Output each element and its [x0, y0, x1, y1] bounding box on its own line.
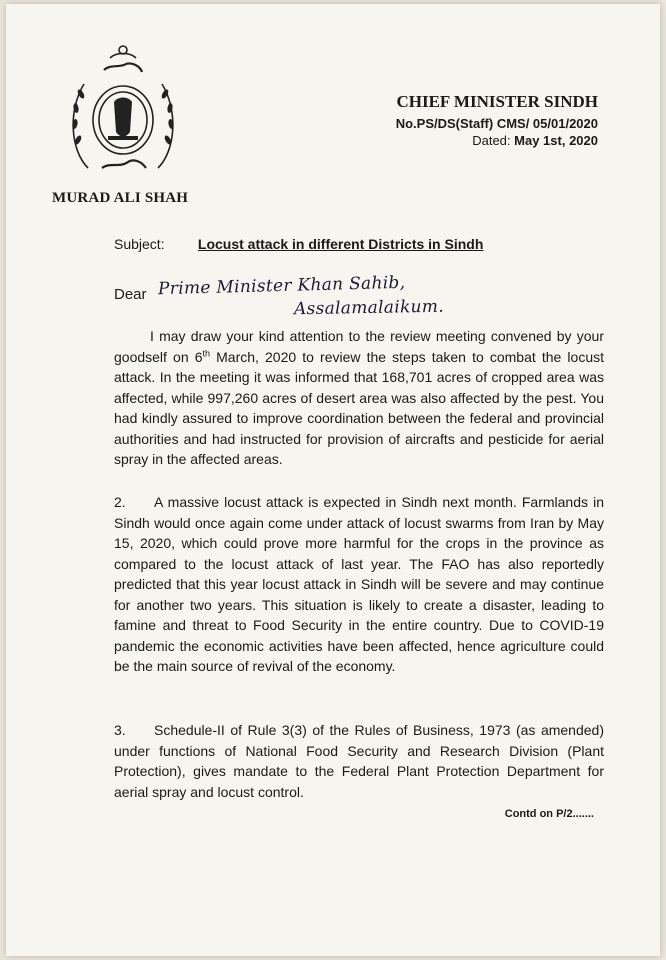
- paragraph-3-text: Schedule-II of Rule 3(3) of the Rules of Business, 1973 (as amended) under functions of National Food Security and Research Division (Plant Protection), gives mandate to the Federal Plant Protection Department for aerial spray and locust control.: [114, 722, 604, 800]
- paragraph-3-number: 3.: [114, 722, 126, 738]
- paragraph-2-number: 2.: [114, 494, 126, 510]
- letter-page: [6, 4, 660, 956]
- paragraph-2-text: A massive locust attack is expected in Sindh next month. Farmlands in Sindh would once again come under attack of locust swarms from Iran by May 15, 2020, which could prove more harmful for the crops in the province as compared to the locust attack of last year. The FAO has also reportedly predicted that this year locust attack in Sindh will be severe and may continue for another two years. This situation is likely to create a disaster, leading to famine and threat to Food Security in the entire country. Due to COVID-19 pandemic the economic activities have been affected, hence agriculture could be the main source of revival of the economy.: [114, 494, 604, 674]
- date-value: May 1st, 2020: [514, 133, 598, 148]
- handwritten-greeting: Assalamalaikum.: [293, 296, 445, 320]
- paragraph-1-text-b: March, 2020 to review the steps taken to combat the locust attack. In the meeting it was informed that 168,701 acres of cropped area was affected, while 997,260 acres of desert area was also affected by the pest. You had kindly assured to improve coordination between the federal and provincial authorities and had instructed for provision of aircrafts and pesticide for aerial spray in the affected areas.: [114, 348, 604, 467]
- subject-label: Subject:: [114, 236, 165, 252]
- continued-note: Contd on P/2.......: [504, 808, 594, 820]
- reference-number: No.PS/DS(Staff) CMS/ 05/01/2020: [395, 116, 598, 131]
- paragraph-3: [114, 720, 604, 802]
- ordinal-suffix: th: [202, 347, 211, 358]
- paragraph-2: [114, 492, 604, 677]
- letter-date: [396, 133, 598, 148]
- paragraph-1-text-a: I may draw your kind attention to the review meeting convened by your goodself on 6: [114, 328, 604, 365]
- paragraph-1: [114, 326, 604, 470]
- handwritten-salutation: Prime Minister Khan Sahib,: [157, 272, 406, 300]
- minister-name: MURAD ALI SHAH: [52, 190, 189, 206]
- date-label: Dated:: [472, 133, 511, 148]
- subject-line: [114, 236, 483, 252]
- office-title: CHIEF MINISTER SINDH: [396, 92, 598, 111]
- salutation-printed: Dear: [114, 286, 147, 303]
- subject-text: Locust attack in different Districts in Sindh: [197, 236, 484, 252]
- sindh-government-emblem: [64, 40, 182, 190]
- letterhead-office-block: [396, 92, 598, 148]
